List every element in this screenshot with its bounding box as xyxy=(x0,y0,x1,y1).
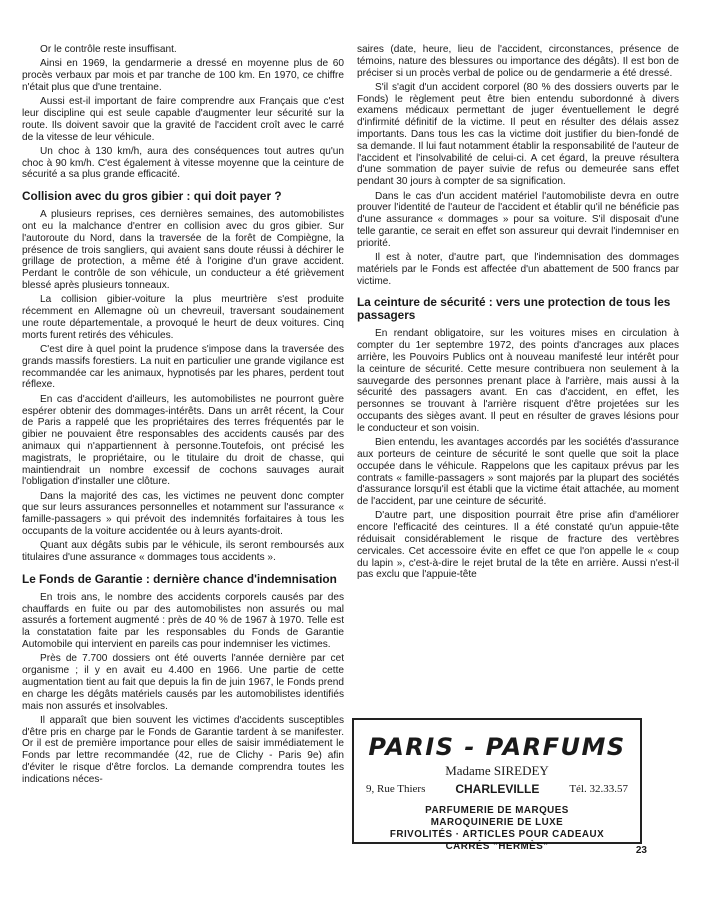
paragraph: S'il s'agit d'un accident corporel (80 % des dossiers ouverts par le Fonds) le règlement peut être bien entendu subordonné à divers examens médicaux permettant de juger éventuellement le degré d'infirmité définitif de la victime. Il peut en résulter des délais assez importants. Dans tous les cas la victime doit justifier du bien-fondé de sa demande. Il lui faut notamment établir la responsabilité de l'auteur de l'accident et l'insolvabilité de celui-ci. A cet égard, la preuve résultera d'une sommation de payer suivie de refus ou demeurée sans effet pendant 30 jours à compter de sa signification. xyxy=(357,81,679,188)
section-heading: Le Fonds de Garantie : dernière chance d'indemnisation xyxy=(22,571,337,586)
paragraph: C'est dire à quel point la prudence s'impose dans la traversée des grands massifs forestiers. La nuit en particulier une grande vigilance est recommandée car les animaux, hypnotisés par les phares, perdent tout réflexe. xyxy=(22,344,344,391)
advertisement-box xyxy=(352,718,642,852)
paragraph: Près de 7.700 dossiers ont été ouverts l'année dernière par cet organisme ; il y en avait eu 4.400 en 1966. Une partie de cette augmentation tient au fait que depuis la fin de juin 1967, le Fonds prend en charge les dégâts matériels causés par les automobilistes identifiés mais non assurés et insolvables. xyxy=(22,653,344,712)
left-column xyxy=(22,44,344,788)
paragraph: Un choc à 130 km/h, aura des conséquences tout autres qu'un choc à 90 km/h. C'est également à vitesse moyenne que la ceinture de sécurité a sa plus grande efficacité. xyxy=(22,145,344,181)
paragraph: Dans le cas d'un accident matériel l'automobiliste devra en outre prouver l'identité de l'auteur de l'accident et établir qu'il ne bénéficie pas d'une assurance « dommages » pour sa voiture. S'il disposait d'une telle garantie, ce serait en effet son assureur qui devrait l'indemniser en priorité. xyxy=(357,190,679,249)
paragraph: En cas d'accident d'ailleurs, les automobilistes ne pourront guère espérer obtenir des dommages-intérêts. Dans un arrêt récent, la Cour de Paris a rappelé que les propriétaires des terres fréquentés par le gibier ne pouvaient être responsables des accidents causés par des animaux qui n'appartiennent à personne.Toutefois, ont précisé les magistrats, le propriétaire, ou le titulaire du droit de chasse, qui maintiendrait un nombre excessif de cochons sauvages aurait l'obligation d'installer une clôture. xyxy=(22,393,344,488)
advert-owner: Madame SIREDEY xyxy=(445,763,549,778)
advert-city: CHARLEVILLE xyxy=(455,782,540,796)
paragraph: Il est à noter, d'autre part, que l'indemnisation des dommages matériels par le Fonds est affectée d'un abattement de 500 francs par victime. xyxy=(357,252,679,287)
advert-lines xyxy=(354,805,640,853)
paragraph: A plusieurs reprises, ces dernières semaines, des automobilistes ont eu la malchance d'entrer en collision avec du gros gibier. Sur l'autoroute du Nord, dans la traversée de la forêt de Compiègne, la présence de trois sangliers, qui avaient sans doute réussi à déchirer le grillage de protection, a même été à l'origine d'un grave accident. Perdant le contrôle de son véhicule, un conducteur a été grièvement blessé après plusieurs tonneaux. xyxy=(22,209,344,292)
right-column xyxy=(357,44,679,584)
paragraph: saires (date, heure, lieu de l'accident, circonstances, présence de témoins, nature des blessures ou importance des dégâts). Il est bon de préciser si un procès verbal de police ou de gendarmerie a été dressé. xyxy=(357,44,679,79)
advert-title: PARIS - PARFUMS xyxy=(368,733,626,761)
page-number: 23 xyxy=(635,845,647,856)
paragraph: En rendant obligatoire, sur les voitures mises en circulation à compter du 1er septembre 1972, des points d'ancrages aux places arrière, les Pouvoirs Publics ont à nouveau manifesté leur intérêt pour la ceinture de sécurité. Cette mesure contribuera non seulement à la sauvegarde des personnes prenant place à l'arrière, mais aussi à la sécurité des passagers avant. En cas d'accident, en effet, les personnes se trouvant à l'arrière risquent d'être projetées sur les occupants des sièges avant. Il peut en résulter de graves lésions pour le conducteur et son voisin. xyxy=(357,328,679,434)
advert-street: 9, Rue Thiers xyxy=(366,783,426,795)
paragraph: Il apparaît que bien souvent les victimes d'accidents susceptibles d'être pris en charge par le Fonds de Garantie tardent à se manifester. Or il est de première importance pour elles de saisir immédiatement le Fonds par lettre recommandée (42, rue de Clichy - Paris 9e) afin d'éviter le risque d'être forclos. La demande comprendra toutes les indications néces- xyxy=(22,714,344,785)
paragraph: Quant aux dégâts subis par le véhicule, ils seront remboursés aux titulaires d'une assurance « dommages tous accidents ». xyxy=(22,540,344,564)
advert-line: MAROQUINERIE DE LUXE xyxy=(430,817,564,828)
paragraph: Aussi est-il important de faire comprendre aux Français que c'est leur discipline qui est seule capable d'augmenter leur sécurité sur la route. Ils doivent savoir que la gravité de l'accident croît avec le carré de la vitesse de leur véhicule. xyxy=(22,96,344,143)
paragraph: D'autre part, une disposition pourrait être prise afin d'améliorer encore l'efficacité des ceintures. Il a été constaté qu'un appuie-tête réduisait considérablement le risque de fracture des vertèbres cervicales. Cet accessoire évite en effet ce que l'on appelle le « coup du lapin », c'est-à-dire le rejet brutal de la tête en arrière. Aussi n'est-il pas exclu que l'appuie-tête xyxy=(357,510,679,581)
section-heading: Collision avec du gros gibier : qui doit payer ? xyxy=(22,189,282,204)
advert-phone: Tél. 32.33.57 xyxy=(569,783,628,795)
advert-line: FRIVOLITÉS · ARTICLES POUR CADEAUX xyxy=(389,829,605,840)
advert-line: PARFUMERIE DE MARQUES xyxy=(425,805,569,816)
paragraph: Ainsi en 1969, la gendarmerie a dressé en moyenne plus de 60 procès verbaux par mois et par tranche de 100 km. En 1970, ce chiffre n'était plus que d'une trentaine. xyxy=(22,58,344,93)
section-heading: La ceinture de sécurité : vers une protection de tous les passagers xyxy=(357,295,671,323)
paragraph: Dans la majorité des cas, les victimes ne peuvent donc compter que sur leurs assurances personnelles et notamment sur l'assurance « famille-passagers » qui prévoit des indemnités forfaitaires à tous les occupants de la voiture accidentée ou à leurs ayants-droit. xyxy=(22,490,344,537)
paragraph: Or le contrôle reste insuffisant. xyxy=(40,44,177,55)
paragraph: La collision gibier-voiture la plus meurtrière s'est produite récemment en Allemagne où un chevreuil, traversant soudainement une route départementale, a provoqué le heurt de deux voitures. Cinq morts furent retirés des véhicules. xyxy=(22,294,344,341)
paragraph: Bien entendu, les avantages accordés par les sociétés d'assurance aux porteurs de ceinture de sécurité le sont quelle que soit la place occupée dans le véhicule. Rappelons que les capitaux prévus par les contrats « famille-passagers » sont majorés par la plupart des sociétés d'assurance lorsqu'il est établi que la victime était attachée, au moment de l'accident, par une ceinture de sécurité. xyxy=(357,437,679,508)
paragraph: En trois ans, le nombre des accidents corporels causés par des chauffards en fuite ou par des automobilistes non assurés ou mal assurés a fortement augmenté : près de 40 % de 1967 à 1970. Telle est la constatation faite par les responsables du Fonds de Garantie Automobile qui intervient en pareils cas pour indemniser les victimes. xyxy=(22,591,344,651)
advert-address xyxy=(354,783,640,796)
advert-line: CARRÉS "HERMÈS" xyxy=(445,841,549,852)
